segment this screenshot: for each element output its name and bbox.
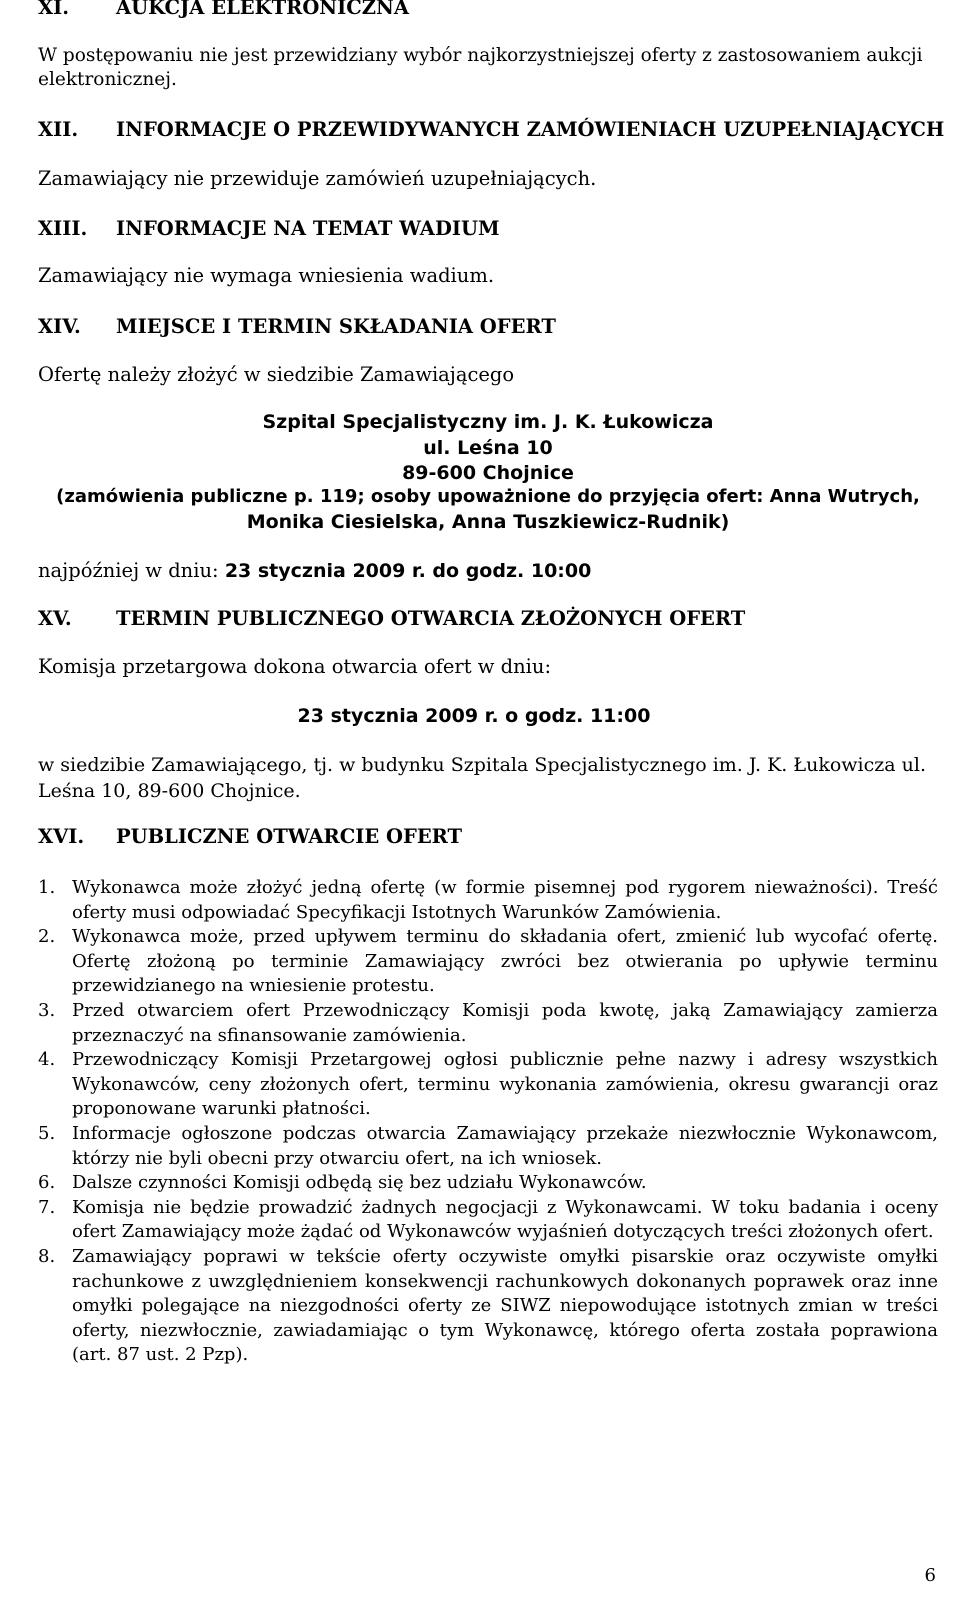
item-number: 1. [38,877,56,898]
opening-place: w siedzibie Zamawiającego, tj. w budynku Szpitala Specjalistycznego im. J. K. Łukowicza ul. Leśna 10, 89-600 Chojnice. [38,754,926,802]
item-text: Przewodniczący Komisji Przetargowej ogłosi publicznie pełne nazwy i adresy wszystkich Wykonawców, ceny złożonych ofert, terminu wykonania zamówienia, okresu gwarancji oraz proponowane warunki płatności. [72,1049,938,1120]
item-text: Wykonawca może złożyć jedną ofertę (w formie pisemnej pod rygorem nieważności). Treść oferty musi odpowiadać Specyfikacji Istotnych Warunków Zamówienia. [72,877,938,923]
section-heading-xv [38,609,745,629]
address-line: ul. Leśna 10 [423,437,553,459]
item-number: 2. [38,926,56,948]
section-text: Ofertę należy złożyć w siedzibie Zamawiającego [38,363,515,386]
item-text: Komisja nie będzie prowadzić żadnych negocjacji z Wykonawcami. W toku badania i oceny ofert Zamawiający może żądać od Wykonawców wyjaśnień dotyczących treści złożonych ofert. [72,1196,938,1243]
section-text: W postępowaniu nie jest przewidziany wybór najkorzystniejszej oferty z zastosowaniem aukcji elektronicznej. [38,45,923,90]
item-number: 4. [38,1049,56,1071]
item-text: Informacje ogłoszone podczas otwarcia Zamawiający przekaże niezwłocznie Wykonawcom, którzy nie byli obecni przy otwarciu ofert, na ich wniosek. [72,1122,938,1169]
list-item [38,925,938,999]
section-text: Komisja przetargowa dokona otwarcia ofert w dniu: [38,655,552,678]
list-item [38,1048,938,1122]
section-heading-xii [38,120,944,140]
deadline-label: najpóźniej w dniu: [38,559,225,582]
section-title: TERMIN PUBLICZNEGO OTWARCIA ZŁOŻONYCH OFERT [116,607,746,630]
item-text: Dalsze czynności Komisji odbędą się bez udziału Wykonawców. [72,1172,647,1194]
list-item [38,999,938,1048]
item-number: 7. [38,1196,56,1218]
item-text: Przed otwarciem ofert Przewodniczący Komisji poda kwotę, jaką Zamawiający zamierza przeznaczyć na sfinansowanie zamówienia. [72,999,938,1046]
page-number: 6 [924,1565,936,1586]
section-heading-xiv [38,317,556,337]
list-item [38,1171,938,1196]
section-number: XII. [38,118,79,141]
contact-line: (zamówienia publiczne p. 119; osoby upoważnione do przyjęcia ofert: Anna Wutrych, [56,486,920,507]
list-item [38,1245,938,1368]
section-heading-xi [38,0,409,18]
section-number: XI. [38,0,70,19]
section-number: XV. [38,607,72,630]
section-title: AUKCJA ELEKTRONICZNA [116,0,409,19]
section-number: XIII. [38,217,88,240]
item-text: Wykonawca może, przed upływem terminu do składania ofert, zmienić lub wycofać ofertę. Ofertę złożoną po terminie Zamawiający zwróci bez otwierania po upływie terminu przewidzianego na wniesienie protestu. [72,926,938,997]
list-item [38,1196,938,1245]
list-item [38,876,938,925]
section-title: INFORMACJE NA TEMAT WADIUM [116,217,500,240]
deadline-line [38,559,938,583]
section-title: MIEJSCE I TERMIN SKŁADANIA OFERT [116,315,556,338]
opening-date: 23 stycznia 2009 r. o godz. 11:00 [297,705,651,727]
procedure-list [38,876,938,1368]
address-line: Szpital Specjalistyczny im. J. K. Łukowicza [262,411,714,433]
section-number: XIV. [38,315,81,338]
section-title: INFORMACJE O PRZEWIDYWANYCH ZAMÓWIENIACH UZUPEŁNIAJĄCYCH [116,118,945,141]
section-number: XVI. [38,825,85,848]
item-number: 8. [38,1245,56,1267]
section-heading-xiii [38,219,500,239]
item-number: 3. [38,999,56,1021]
section-text: Zamawiający nie przewiduje zamówień uzupełniających. [38,167,597,190]
item-number: 6. [38,1172,56,1194]
deadline-value: 23 stycznia 2009 r. do godz. 10:00 [224,560,592,582]
section-heading-xvi [38,827,462,847]
list-item [38,1122,938,1171]
item-number: 5. [38,1122,56,1144]
section-text: Zamawiający nie wymaga wniesienia wadium. [38,264,495,287]
item-text: Zamawiający poprawi w tekście oferty oczywiste omyłki pisarskie oraz oczywiste omyłki rachunkowe z uwzględnieniem konsekwencji rachunkowych dokonanych poprawek oraz inne omyłki polegające na niezgodności oferty ze SIWZ niepowodujące istotnych zmian w treści oferty, niezwłocznie, zawiadamiając o tym Wykonawcę, którego oferta została poprawiona (art. 87 ust. 2 Pzp). [72,1245,938,1366]
section-title: PUBLICZNE OTWARCIE OFERT [116,825,463,848]
address-line: 89-600 Chojnice [402,462,574,484]
contact-line: Monika Ciesielska, Anna Tuszkiewicz-Rudnik) [246,511,730,533]
